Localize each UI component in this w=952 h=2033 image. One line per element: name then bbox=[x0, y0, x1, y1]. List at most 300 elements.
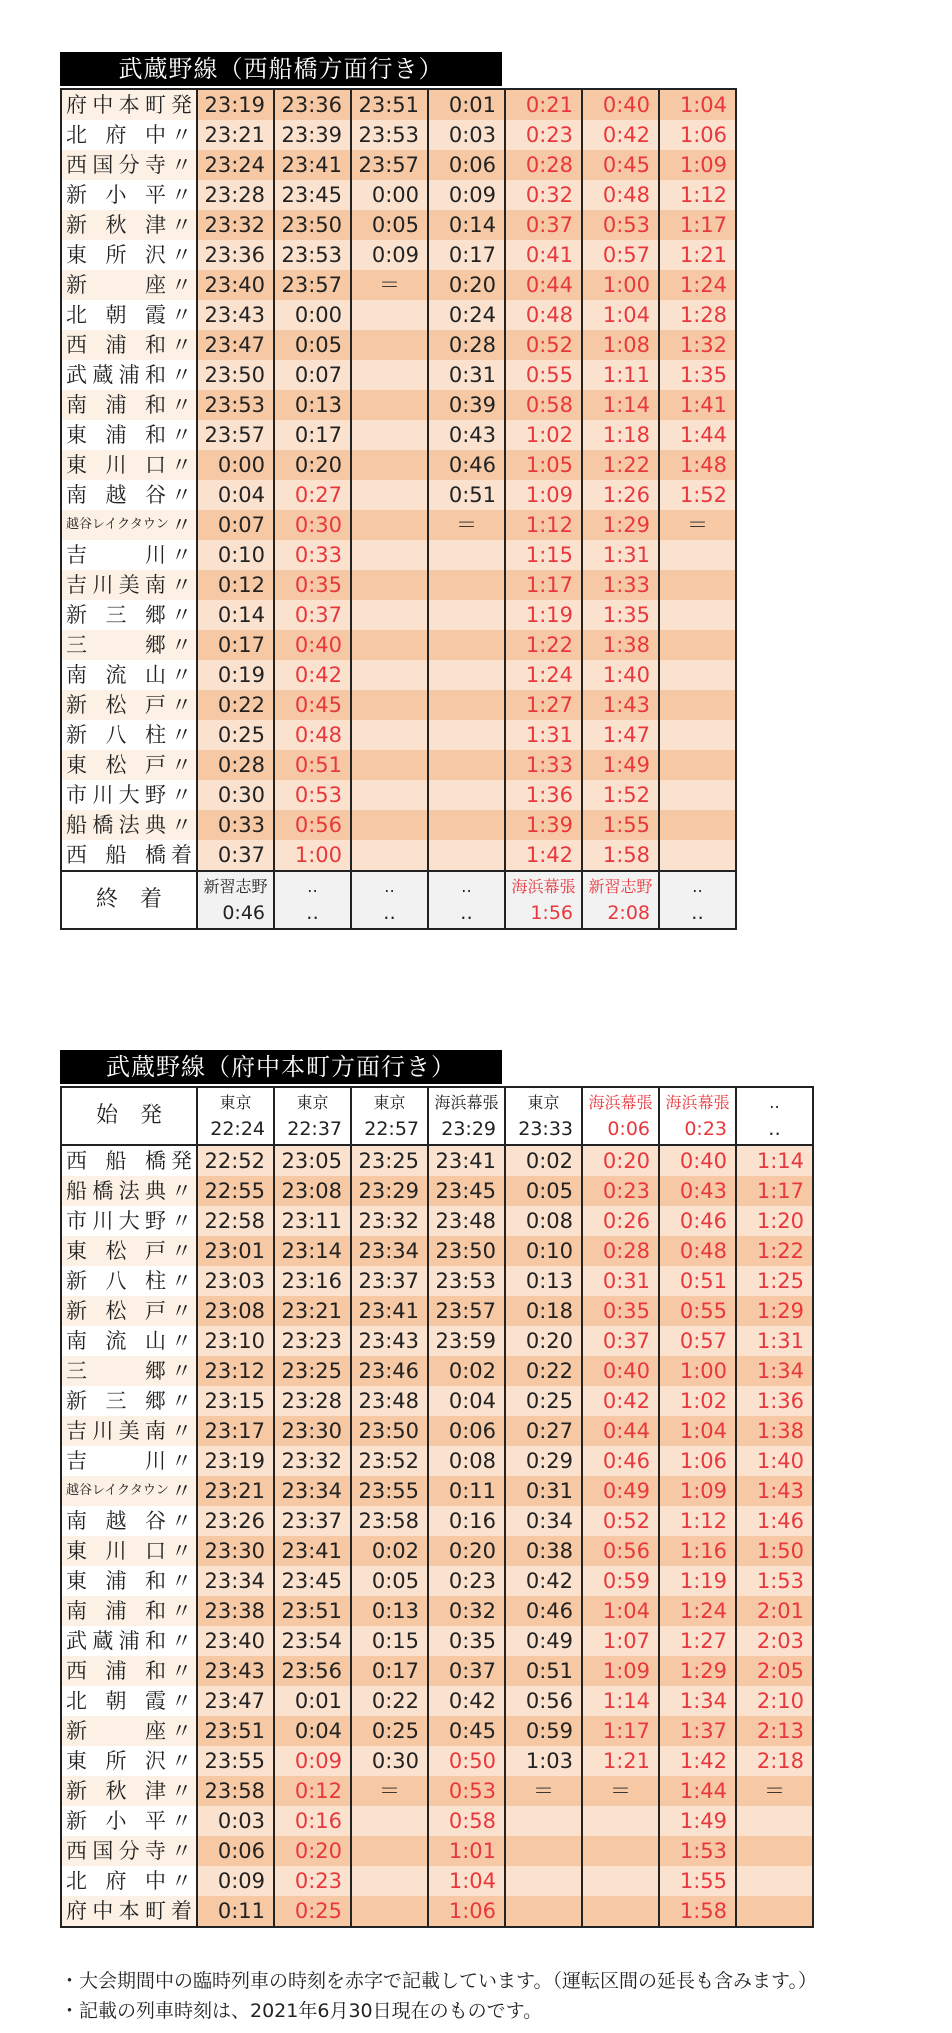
time-cell: 23:05 bbox=[274, 1145, 351, 1176]
station-cell bbox=[61, 1296, 197, 1326]
time-cell: 23:21 bbox=[197, 1476, 274, 1506]
time-cell: 1:25 bbox=[736, 1266, 813, 1296]
time-cell: 0:56 bbox=[274, 810, 351, 840]
time-cell: 1:47 bbox=[582, 720, 659, 750]
time-cell: 2:03 bbox=[736, 1626, 813, 1656]
time-cell bbox=[428, 570, 505, 600]
station-name: 西国分寺 bbox=[66, 1839, 166, 1863]
time-cell: 0:42 bbox=[505, 1566, 582, 1596]
time-label: 0:06 bbox=[607, 1118, 650, 1140]
time-cell: 23:17 bbox=[197, 1416, 274, 1446]
time-cell: 1:22 bbox=[505, 630, 582, 660]
time-cell: 1:19 bbox=[659, 1566, 736, 1596]
time-cell: 23:53 bbox=[428, 1266, 505, 1296]
time-cell: 1:29 bbox=[582, 510, 659, 540]
time-cell: 0:25 bbox=[274, 1896, 351, 1927]
time-cell: 23:40 bbox=[197, 1626, 274, 1656]
time-cell: 0:22 bbox=[351, 1686, 428, 1716]
departure-arrival-marker: 〃 bbox=[171, 543, 192, 567]
time-cell: 1:12 bbox=[659, 180, 736, 210]
timetable-row bbox=[61, 540, 736, 570]
time-cell bbox=[351, 1896, 428, 1927]
station-cell bbox=[61, 450, 197, 480]
time-cell: 0:51 bbox=[659, 1266, 736, 1296]
time-cell: 0:31 bbox=[505, 1476, 582, 1506]
station-cell bbox=[61, 1536, 197, 1566]
station-cell bbox=[61, 630, 197, 660]
timetable-row bbox=[61, 270, 736, 300]
station-cell bbox=[61, 570, 197, 600]
departure-arrival-marker: 〃 bbox=[171, 1539, 192, 1563]
timetable-row bbox=[61, 690, 736, 720]
time-cell: 1:04 bbox=[582, 1596, 659, 1626]
time-cell: 1:11 bbox=[582, 360, 659, 390]
time-cell: 23:29 bbox=[351, 1176, 428, 1206]
terminal-cell bbox=[274, 871, 351, 929]
time-cell: 1:06 bbox=[659, 1446, 736, 1476]
departure-arrival-marker: 〃 bbox=[171, 1209, 192, 1233]
time-cell: 1:38 bbox=[736, 1416, 813, 1446]
time-cell: 0:22 bbox=[505, 1356, 582, 1386]
time-cell: 23:57 bbox=[428, 1296, 505, 1326]
time-cell: 0:43 bbox=[659, 1176, 736, 1206]
time-cell: 23:58 bbox=[351, 1506, 428, 1536]
time-cell: 0:25 bbox=[505, 1386, 582, 1416]
station-cell bbox=[61, 600, 197, 630]
time-cell: ＝ bbox=[736, 1776, 813, 1806]
time-cell bbox=[351, 750, 428, 780]
time-cell: 0:06 bbox=[197, 1836, 274, 1866]
time-cell bbox=[659, 630, 736, 660]
station-label: 新習志野 bbox=[588, 877, 653, 896]
time-cell: 1:04 bbox=[582, 300, 659, 330]
time-cell: 23:43 bbox=[197, 1656, 274, 1686]
time-cell: 0:44 bbox=[505, 270, 582, 300]
time-cell: 1:08 bbox=[582, 330, 659, 360]
time-cell: 0:30 bbox=[274, 510, 351, 540]
departure-arrival-marker: 〃 bbox=[171, 1629, 192, 1653]
time-cell: 0:31 bbox=[428, 360, 505, 390]
time-cell: 2:13 bbox=[736, 1716, 813, 1746]
time-cell: 0:43 bbox=[428, 420, 505, 450]
row-label-text: 終 着 bbox=[95, 887, 162, 912]
station-cell bbox=[61, 390, 197, 420]
row-label-text: 始 発 bbox=[95, 1103, 162, 1128]
station-name: 南流山 bbox=[66, 1329, 166, 1353]
time-cell: 23:21 bbox=[274, 1296, 351, 1326]
station-name: 南越谷 bbox=[66, 483, 166, 507]
time-cell: 23:50 bbox=[428, 1236, 505, 1266]
time-cell: 1:19 bbox=[505, 600, 582, 630]
timetable-row bbox=[61, 750, 736, 780]
station-name: 市川大野 bbox=[66, 1209, 166, 1233]
time-label: ‥ bbox=[383, 902, 396, 924]
station-name: 三郷 bbox=[66, 633, 166, 657]
time-cell: 0:09 bbox=[428, 180, 505, 210]
time-cell: 0:27 bbox=[505, 1416, 582, 1446]
time-cell: 0:23 bbox=[582, 1176, 659, 1206]
time-cell: 1:15 bbox=[505, 540, 582, 570]
time-cell: 0:11 bbox=[197, 1896, 274, 1927]
time-cell: 0:46 bbox=[428, 450, 505, 480]
time-label: ‥ bbox=[691, 902, 704, 924]
time-cell: 0:37 bbox=[197, 840, 274, 871]
time-cell: 22:55 bbox=[197, 1176, 274, 1206]
station-name: 東松戸 bbox=[66, 1239, 166, 1263]
station-label: 東京 bbox=[527, 1093, 560, 1112]
departure-arrival-marker: 〃 bbox=[171, 513, 192, 537]
station-cell bbox=[61, 420, 197, 450]
timetable-row bbox=[61, 1266, 813, 1296]
time-cell: 0:28 bbox=[428, 330, 505, 360]
origin-cell bbox=[505, 1087, 582, 1145]
timetable-row bbox=[61, 840, 736, 871]
time-cell bbox=[428, 600, 505, 630]
time-cell bbox=[351, 360, 428, 390]
time-cell: 23:59 bbox=[428, 1326, 505, 1356]
terminal-cell bbox=[505, 871, 582, 929]
timetable-row bbox=[61, 1296, 813, 1326]
time-cell bbox=[582, 1836, 659, 1866]
timetable-row bbox=[61, 480, 736, 510]
time-cell: 1:26 bbox=[582, 480, 659, 510]
time-cell: 23:51 bbox=[197, 1716, 274, 1746]
time-cell bbox=[582, 1866, 659, 1896]
time-cell bbox=[659, 690, 736, 720]
station-cell bbox=[61, 1896, 197, 1927]
time-cell: 0:20 bbox=[274, 450, 351, 480]
time-cell bbox=[582, 1896, 659, 1927]
time-cell: 23:39 bbox=[274, 120, 351, 150]
departure-arrival-marker: 〃 bbox=[171, 1509, 192, 1533]
time-cell: 23:41 bbox=[274, 150, 351, 180]
time-cell: 1:12 bbox=[659, 1506, 736, 1536]
time-cell: 23:26 bbox=[197, 1506, 274, 1536]
time-cell: 0:58 bbox=[505, 390, 582, 420]
departure-arrival-marker: 〃 bbox=[171, 753, 192, 777]
time-cell: 1:03 bbox=[505, 1746, 582, 1776]
time-cell: 23:37 bbox=[274, 1506, 351, 1536]
time-cell bbox=[659, 780, 736, 810]
time-cell: 0:38 bbox=[505, 1536, 582, 1566]
time-cell: 0:55 bbox=[659, 1296, 736, 1326]
station-name: 新座 bbox=[66, 1719, 166, 1743]
station-label: ‥ bbox=[769, 1093, 780, 1112]
origin-cell bbox=[582, 1087, 659, 1145]
time-cell bbox=[428, 630, 505, 660]
station-name: 新三郷 bbox=[66, 1389, 166, 1413]
time-cell: 0:14 bbox=[197, 600, 274, 630]
departure-arrival-marker: 〃 bbox=[171, 1179, 192, 1203]
station-cell bbox=[61, 1266, 197, 1296]
time-cell: 0:16 bbox=[428, 1506, 505, 1536]
time-cell: 0:01 bbox=[428, 89, 505, 120]
time-cell: 0:01 bbox=[274, 1686, 351, 1716]
time-cell: 1:33 bbox=[505, 750, 582, 780]
time-cell: 0:20 bbox=[505, 1326, 582, 1356]
departure-arrival-marker: 〃 bbox=[171, 573, 192, 597]
time-cell: 0:00 bbox=[274, 300, 351, 330]
time-cell: 0:05 bbox=[274, 330, 351, 360]
time-cell: ＝ bbox=[582, 1776, 659, 1806]
time-cell: 0:35 bbox=[582, 1296, 659, 1326]
time-cell: 0:08 bbox=[505, 1206, 582, 1236]
departure-arrival-marker: 〃 bbox=[171, 1779, 192, 1803]
time-cell: 1:34 bbox=[659, 1686, 736, 1716]
time-cell: 0:21 bbox=[505, 89, 582, 120]
station-name: 船橋法典 bbox=[66, 1179, 166, 1203]
time-cell bbox=[351, 600, 428, 630]
station-cell bbox=[61, 1145, 197, 1176]
timetable-row bbox=[61, 1716, 813, 1746]
time-cell: 23:34 bbox=[197, 1566, 274, 1596]
station-cell bbox=[61, 1476, 197, 1506]
station-cell bbox=[61, 1206, 197, 1236]
time-cell: 23:12 bbox=[197, 1356, 274, 1386]
departure-arrival-marker: 〃 bbox=[171, 783, 192, 807]
station-name: 新小平 bbox=[66, 183, 166, 207]
timetable-row bbox=[61, 1536, 813, 1566]
station-name: 西浦和 bbox=[66, 1659, 166, 1683]
time-cell: 1:18 bbox=[582, 420, 659, 450]
time-cell bbox=[659, 720, 736, 750]
origin-cell bbox=[736, 1087, 813, 1145]
time-cell: 1:49 bbox=[659, 1806, 736, 1836]
timetable-row bbox=[61, 120, 736, 150]
time-cell bbox=[736, 1866, 813, 1896]
station-name: 南越谷 bbox=[66, 1509, 166, 1533]
time-cell bbox=[351, 540, 428, 570]
station-name: 府中本町 bbox=[66, 1899, 166, 1923]
time-cell: 1:06 bbox=[659, 120, 736, 150]
time-cell: 1:09 bbox=[659, 1476, 736, 1506]
station-cell bbox=[61, 750, 197, 780]
departure-arrival-marker: 〃 bbox=[171, 123, 192, 147]
departure-arrival-marker: 着 bbox=[171, 1899, 192, 1923]
time-cell: 0:53 bbox=[582, 210, 659, 240]
time-cell: 0:02 bbox=[351, 1536, 428, 1566]
time-cell: 1:04 bbox=[659, 89, 736, 120]
time-cell: 0:22 bbox=[197, 690, 274, 720]
time-cell: 1:58 bbox=[659, 1896, 736, 1927]
time-cell: 1:24 bbox=[659, 270, 736, 300]
station-cell bbox=[61, 1506, 197, 1536]
time-cell bbox=[351, 780, 428, 810]
station-name: 西国分寺 bbox=[66, 153, 166, 177]
time-cell: 1:38 bbox=[582, 630, 659, 660]
time-cell bbox=[428, 780, 505, 810]
origin-cell bbox=[274, 1087, 351, 1145]
time-cell: 0:33 bbox=[274, 540, 351, 570]
departure-arrival-marker: 〃 bbox=[171, 183, 192, 207]
time-cell: 0:37 bbox=[428, 1656, 505, 1686]
station-label: 東京 bbox=[219, 1093, 252, 1112]
time-cell bbox=[351, 330, 428, 360]
table2-title: 武蔵野線（府中本町方面行き） bbox=[60, 1050, 502, 1084]
time-cell: 23:54 bbox=[274, 1626, 351, 1656]
time-cell: 0:59 bbox=[582, 1566, 659, 1596]
departure-arrival-marker: 〃 bbox=[171, 1659, 192, 1683]
time-cell: ＝ bbox=[428, 510, 505, 540]
time-cell: 1:42 bbox=[505, 840, 582, 871]
station-name: 東浦和 bbox=[66, 1569, 166, 1593]
departure-arrival-marker: 〃 bbox=[171, 213, 192, 237]
time-cell: 23:52 bbox=[351, 1446, 428, 1476]
timetable-row bbox=[61, 570, 736, 600]
station-name: 新座 bbox=[66, 273, 166, 297]
time-cell: 23:11 bbox=[274, 1206, 351, 1236]
time-cell: 0:48 bbox=[659, 1236, 736, 1266]
time-cell: 23:14 bbox=[274, 1236, 351, 1266]
time-cell: 23:34 bbox=[274, 1476, 351, 1506]
time-cell: 0:53 bbox=[274, 780, 351, 810]
time-cell: 0:40 bbox=[274, 630, 351, 660]
time-cell: 23:25 bbox=[351, 1145, 428, 1176]
station-name: 南浦和 bbox=[66, 393, 166, 417]
time-cell: 23:46 bbox=[351, 1356, 428, 1386]
time-cell: 1:50 bbox=[736, 1536, 813, 1566]
station-cell bbox=[61, 1356, 197, 1386]
station-name: 吉川美南 bbox=[66, 573, 166, 597]
timetable-row bbox=[61, 1866, 813, 1896]
time-cell: 1:22 bbox=[582, 450, 659, 480]
station-name: 府中本町 bbox=[66, 93, 166, 117]
time-cell: 0:51 bbox=[428, 480, 505, 510]
time-cell: 23:50 bbox=[351, 1416, 428, 1446]
time-cell: 0:57 bbox=[582, 240, 659, 270]
time-cell: 1:43 bbox=[736, 1476, 813, 1506]
time-cell: 0:23 bbox=[505, 120, 582, 150]
time-cell: 0:30 bbox=[197, 780, 274, 810]
time-cell bbox=[505, 1896, 582, 1927]
departure-arrival-marker: 〃 bbox=[171, 363, 192, 387]
time-cell: 23:25 bbox=[274, 1356, 351, 1386]
timetable-row bbox=[61, 390, 736, 420]
time-cell: 1:04 bbox=[428, 1866, 505, 1896]
time-cell: 23:58 bbox=[197, 1776, 274, 1806]
time-cell: 23:47 bbox=[197, 330, 274, 360]
time-cell: 0:00 bbox=[197, 450, 274, 480]
time-cell: 1:20 bbox=[736, 1206, 813, 1236]
time-cell: 1:00 bbox=[582, 270, 659, 300]
time-cell: 22:58 bbox=[197, 1206, 274, 1236]
time-cell: 0:23 bbox=[274, 1866, 351, 1896]
time-cell: 2:18 bbox=[736, 1746, 813, 1776]
timetable-row bbox=[61, 1176, 813, 1206]
time-cell: 23:55 bbox=[197, 1746, 274, 1776]
departure-arrival-marker: 〃 bbox=[171, 1869, 192, 1893]
departure-arrival-marker: 〃 bbox=[171, 1839, 192, 1863]
time-cell bbox=[351, 300, 428, 330]
departure-arrival-marker: 〃 bbox=[171, 1689, 192, 1713]
station-name: 市川大野 bbox=[66, 783, 166, 807]
time-label: 1:56 bbox=[530, 902, 573, 924]
time-cell: 0:37 bbox=[582, 1326, 659, 1356]
time-cell: 0:27 bbox=[274, 480, 351, 510]
time-cell bbox=[351, 630, 428, 660]
time-label: 0:46 bbox=[222, 902, 265, 924]
time-cell: 0:16 bbox=[274, 1806, 351, 1836]
time-cell: 0:17 bbox=[197, 630, 274, 660]
time-label: ‥ bbox=[768, 1118, 781, 1140]
time-cell: 23:53 bbox=[274, 240, 351, 270]
station-name: 東川口 bbox=[66, 453, 166, 477]
time-cell: 23:57 bbox=[351, 150, 428, 180]
time-cell: 0:04 bbox=[197, 480, 274, 510]
time-cell: 0:13 bbox=[505, 1266, 582, 1296]
time-cell: 0:58 bbox=[428, 1806, 505, 1836]
notes bbox=[60, 1966, 817, 2026]
station-name: 武蔵浦和 bbox=[66, 363, 166, 387]
time-cell: 2:05 bbox=[736, 1656, 813, 1686]
time-cell bbox=[351, 690, 428, 720]
station-label: 海浜幕張 bbox=[588, 1093, 653, 1112]
origin-cell bbox=[428, 1087, 505, 1145]
time-cell bbox=[428, 540, 505, 570]
time-cell bbox=[351, 1836, 428, 1866]
time-cell: 0:17 bbox=[274, 420, 351, 450]
timetable-row bbox=[61, 150, 736, 180]
time-cell bbox=[736, 1836, 813, 1866]
time-cell: 1:33 bbox=[582, 570, 659, 600]
time-cell bbox=[351, 720, 428, 750]
station-name: 越谷レイクタウン bbox=[66, 517, 169, 532]
station-name: 東所沢 bbox=[66, 1749, 166, 1773]
time-cell: 0:48 bbox=[274, 720, 351, 750]
time-cell: 0:29 bbox=[505, 1446, 582, 1476]
timetable-row bbox=[61, 1446, 813, 1476]
time-cell bbox=[351, 1866, 428, 1896]
time-cell: 1:31 bbox=[582, 540, 659, 570]
time-cell: 0:30 bbox=[351, 1746, 428, 1776]
station-label: 海浜幕張 bbox=[665, 1093, 730, 1112]
time-cell: 23:32 bbox=[274, 1446, 351, 1476]
station-cell bbox=[61, 1326, 197, 1356]
station-name: 東所沢 bbox=[66, 243, 166, 267]
time-cell bbox=[351, 480, 428, 510]
time-cell: 1:29 bbox=[659, 1656, 736, 1686]
timetable-row bbox=[61, 1806, 813, 1836]
station-label: ‥ bbox=[692, 877, 703, 896]
station-name: 北府中 bbox=[66, 1869, 166, 1893]
time-cell: 0:37 bbox=[505, 210, 582, 240]
timetable-row bbox=[61, 240, 736, 270]
terminal-cell bbox=[351, 871, 428, 929]
origin-label bbox=[61, 1087, 197, 1145]
station-name: 南浦和 bbox=[66, 1599, 166, 1623]
time-cell: 1:02 bbox=[659, 1386, 736, 1416]
time-cell: 0:37 bbox=[274, 600, 351, 630]
timetable-row bbox=[61, 720, 736, 750]
timetable-row bbox=[61, 1626, 813, 1656]
time-cell: 0:12 bbox=[274, 1776, 351, 1806]
time-cell: 23:01 bbox=[197, 1236, 274, 1266]
time-cell: 1:09 bbox=[505, 480, 582, 510]
time-cell bbox=[428, 810, 505, 840]
time-cell: 0:46 bbox=[659, 1206, 736, 1236]
station-cell bbox=[61, 810, 197, 840]
timetable-row bbox=[61, 1746, 813, 1776]
time-cell: 22:52 bbox=[197, 1145, 274, 1176]
timetable-row bbox=[61, 1776, 813, 1806]
station-cell bbox=[61, 300, 197, 330]
time-cell: 0:40 bbox=[582, 89, 659, 120]
time-cell: 0:48 bbox=[582, 180, 659, 210]
time-cell: 1:09 bbox=[659, 150, 736, 180]
station-name: 吉川美南 bbox=[66, 1419, 166, 1443]
time-cell: 0:51 bbox=[505, 1656, 582, 1686]
station-cell bbox=[61, 840, 197, 871]
